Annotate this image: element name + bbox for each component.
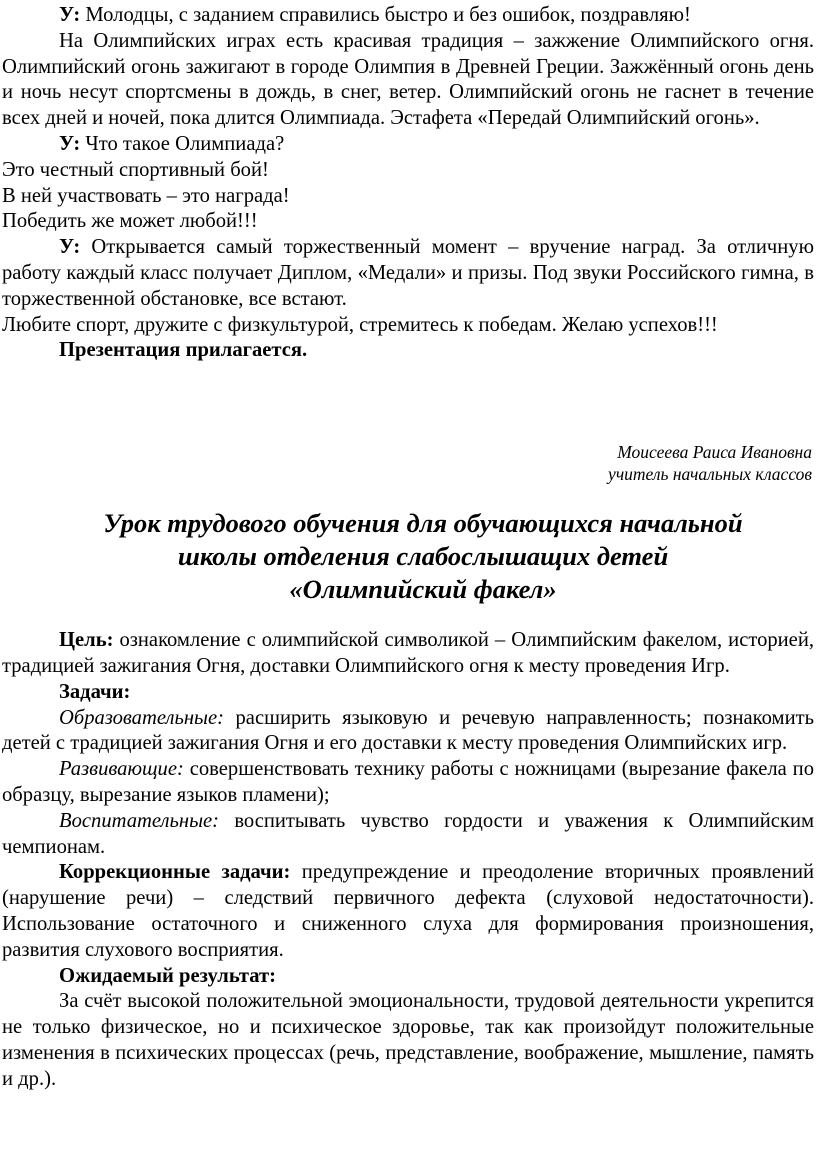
poem-line: Победить же может любой!!! [2,210,258,233]
awards-text: Открывается самый торжественный момент – вручение наград. За отличную работу каждый класс получает Диплом, «Медали» и призы. Под звуки Российского гимна, в торжественной обстановке, все встают. [2,236,814,310]
goal-paragraph [2,628,814,680]
tasks-heading: Задачи: [59,680,131,703]
teacher-label: У: [59,236,81,259]
educational-task [2,706,814,758]
teacher-congrats [2,3,814,29]
result-paragraph: За счёт высокой положительной эмоциональности, трудовой деятельности укрепится не только физическое, но и психическое здоровье, так как произойдут положительные изменения в психических процессах (речь, представление, воображение, мышление, память и др.). [2,990,814,1090]
title-line: Урок трудового обучения для обучающихся начальной [103,508,743,539]
closing-line: Любите спорт, дружите с физкультурой, стремитесь к победам. Желаю успехов!!! [2,313,718,336]
upbringing-task [2,809,814,861]
goal-label: Цель: [59,629,114,652]
correction-text: предупреждение и преодоление вторичных проявлений (нарушение речи) – следствий первичного дефекта (слуховой недостаточности). Использование остаточного и сниженного слуха для формирования произношения, развития слухового восприятия. [2,861,814,961]
author-position: учитель начальных классов [608,464,812,485]
developmental-task [2,757,814,809]
presentation-note: Презентация прилагается. [59,339,308,362]
teacher-label: У: [59,4,81,26]
developmental-label: Развивающие: [59,758,184,781]
correction-label: Коррекционные задачи: [59,861,291,884]
title-gap [2,606,814,628]
congrats-text: Молодцы, с заданием справились быстро и без ошибок, поздравляю! [85,4,691,26]
tradition-paragraph: На Олимпийских играх есть красивая традиция – зажжение Олимпийского огня. Олимпийский огонь зажигают в городе Олимпия в Древней Греции. Зажжённый огонь день и ночь несут спортсмены в дождь, в снег, ветер. Олимпийский огонь не гаснет в течение всех дней и ночей, пока длится Олимпиада. Эстафета «Передай Олимпийский огонь». [2,29,814,130]
upbringing-text: воспитывать чувство гордости и уважения к Олимпийским чемпионам. [2,809,814,858]
title-line: «Олимпийский факел» [289,574,557,605]
poem-line: Это честный спортивный бой! [2,158,269,181]
teacher-question [2,132,814,158]
awards-paragraph [2,235,814,312]
correction-tasks [2,860,814,963]
author-name: Моисеева Раиса Ивановна [617,442,812,463]
educational-text: расширить языковую и речевую направленность; познакомить детей с традицией зажигания Огня и его доставки к месту проведения Олимпийских игр. [2,706,814,755]
result-heading: Ожидаемый результат: [59,964,277,987]
goal-text: ознакомление с олимпийской символикой – Олимпийским факелом, историей, традицией зажигания Огня, доставки Олимпийского огня к месту проведения Игр. [2,629,814,677]
poem-line: В ней участвовать – это награда! [2,184,290,207]
title-line: школы отделения слабослышащих детей [177,541,669,572]
section-spacer [2,364,814,441]
developmental-text: совершенствовать технику работы с ножницами (вырезание факела по образцу, вырезание языков пламени); [2,758,814,806]
question-text: Что такое Олимпиада? [85,132,285,155]
upbringing-label: Воспитательные: [59,809,220,832]
lesson-title [2,507,814,606]
educational-label: Образовательные: [59,706,224,729]
teacher-label: У: [59,132,81,155]
